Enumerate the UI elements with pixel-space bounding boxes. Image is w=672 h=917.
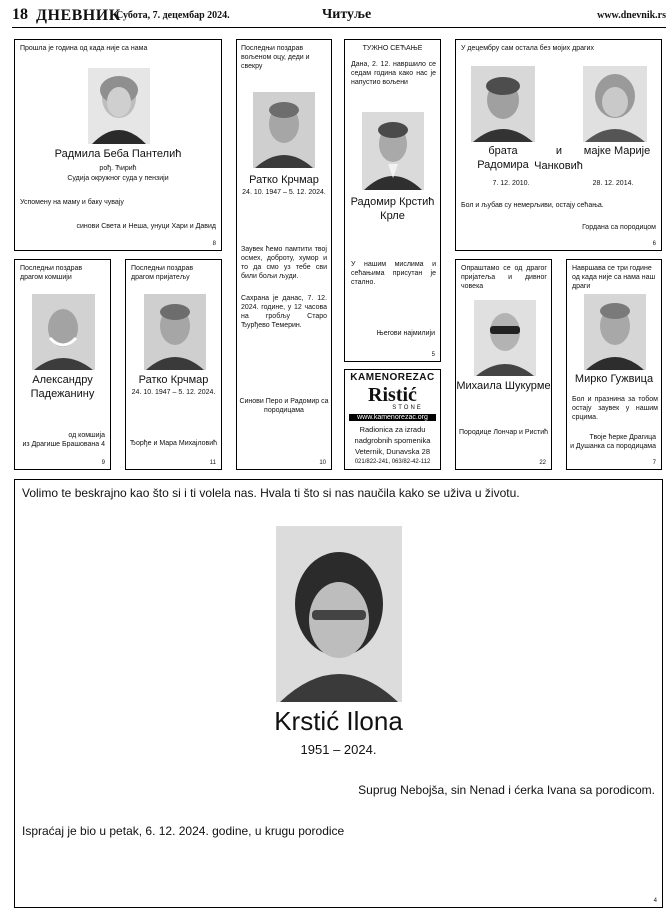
life-dates: 24. 10. 1947 – 5. 12. 2024. [242, 189, 326, 196]
page-number: 18 [12, 6, 28, 23]
brother-name: брата Радомира [477, 145, 529, 171]
deceased-name: Радмила Беба Пантелић [54, 148, 182, 160]
notice-intro: У децембру сам остала без мојих драгих [461, 45, 594, 52]
notice-body: Бол и љубав су немерљиви, остају сећања. [461, 202, 604, 209]
portrait-photo [276, 526, 402, 702]
notice-intro: Последњи поздрав вољеном оцу, деди и свекру [241, 45, 310, 71]
stonemason-ad[interactable] [344, 369, 441, 470]
ad-brand-tagline: STONE [392, 405, 423, 411]
notice-number: 4 [653, 898, 657, 904]
notice-signature-line1: Твоје ћерке Драгица [589, 434, 656, 441]
notice-number: 8 [212, 241, 216, 247]
obituary-ratko-friends [125, 259, 222, 470]
obituary-mirko [566, 259, 662, 470]
notice-number: 6 [652, 241, 656, 247]
notice-intro: Опраштамо се од драгог пријатеља и дивног човека [461, 265, 547, 291]
obituary-aleksandar [14, 259, 111, 470]
notice-body: Бол и празнина за тобом остају заувек у нашим срцима. [572, 396, 658, 422]
deceased-name: Ратко Крчмар [249, 174, 319, 186]
notice-number: 7 [652, 460, 656, 466]
notice-number: 22 [539, 460, 546, 466]
notice-number: 11 [209, 460, 216, 466]
obituary-mihaila [455, 259, 552, 470]
portrait-photo-brother [471, 66, 535, 142]
deceased-name: Ратко Крчмар [138, 374, 209, 386]
newspaper-logo: ДНЕВНИК [36, 7, 121, 24]
notice-intro: Volimo te beskrajno kao što si i ti volela nas. Hvala ti što si nas naučila kako se uživa u životu. [22, 486, 520, 500]
section-title: Читуље [322, 7, 372, 22]
deceased-name: Михаила Шукурме [456, 380, 551, 392]
maiden-name: рођ. Ћирић [99, 165, 137, 172]
notice-number: 9 [101, 460, 105, 466]
obituary-ratko-family [236, 39, 332, 470]
funeral-info: Ispraćaj je bio u petak, 6. 12. 2024. godine, u krugu porodice [22, 824, 345, 838]
notice-signature: Породице Лончар и Ристић [459, 429, 548, 436]
obituary-radomir-krstic [344, 39, 441, 362]
mother-name: мајке Марије [583, 145, 651, 157]
ad-website[interactable]: www.kamenorezac.org [349, 414, 436, 421]
notice-signature: Његови најмилији [376, 330, 435, 337]
obituary-cankovic [455, 39, 662, 251]
notice-signature-line2: из Драгише Брашована 4 [22, 441, 105, 448]
notice-signature: Ђорђе и Мара Михајловић [129, 440, 218, 447]
occupation: Судија окружног суда у пензији [67, 175, 169, 182]
portrait-photo [88, 68, 150, 144]
ad-line: nadgrobnih spomenika [354, 436, 431, 445]
portrait-photo [144, 294, 206, 370]
portrait-photo [32, 294, 95, 370]
funeral-info: Сахрана је данас, 7. 12. 2024. године, у 12 часова на гробљу Старо Ђурђево Темерин. [241, 295, 327, 330]
mother-death-date: 28. 12. 2014. [592, 180, 634, 187]
notice-signature: Suprug Nebojša, sin Nenad i ćerka Ivana sa porodicom. [358, 783, 655, 797]
notice-body: Заувек ћемо памтити твој осмех, доброту, хумор и то да смо уз тебе сви били бољи људи. [241, 246, 327, 281]
family-surname: Чанковић [534, 160, 583, 172]
ad-phone: 021/822-241, 063/82-42-112 [354, 459, 431, 465]
ad-address: Veternik, Dunavska 28 [354, 447, 431, 456]
notice-signature-line1: од комшија [68, 432, 105, 439]
deceased-name: Мирко Гужвица [574, 373, 654, 385]
obituary-radmila [14, 39, 222, 251]
notice-intro: Дана, 2. 12. навршило се седам година како нас је напустио вољени [351, 61, 436, 87]
deceased-name: Радомир Крстић Крле [350, 196, 435, 222]
notice-number: 10 [319, 460, 326, 466]
brother-death-date: 7. 12. 2010. [492, 180, 530, 187]
portrait-photo [253, 92, 315, 168]
notice-intro: Последњи поздрав драгом пријатељу [131, 265, 194, 282]
portrait-photo [362, 112, 424, 190]
portrait-photo [474, 300, 536, 376]
deceased-name: Krstić Ilona [274, 706, 403, 736]
ad-company-label: KAMENOREZAC [350, 372, 435, 383]
notice-heading: ТУЖНО СЕЋАЊЕ [362, 45, 423, 52]
notice-number: 5 [431, 352, 435, 358]
website-link[interactable]: www.dnevnik.rs [597, 10, 666, 21]
notice-intro: Последњи поздрав драгом комшији [20, 265, 83, 282]
notice-signature: Синови Перо и Радомир са породицама [239, 398, 329, 415]
ad-brand-logo: Ristić [368, 384, 417, 406]
conjunction: и [555, 145, 563, 157]
notice-signature-line2: и Душанка са породицама [570, 443, 656, 450]
notice-signature: Гордана са породицом [582, 224, 656, 231]
notice-body: У нашим мислима и сећањима присутан је стално. [351, 261, 436, 287]
portrait-photo-mother [583, 66, 647, 142]
ad-line: Radionica za izradu [359, 425, 426, 434]
deceased-name: Александру Падежанину [30, 374, 95, 400]
portrait-photo [584, 294, 646, 370]
life-dates: 1951 – 2024. [300, 742, 377, 757]
obituary-krstic-ilona [14, 479, 663, 908]
life-dates: 24. 10. 1947 – 5. 12. 2024. [131, 389, 216, 396]
notice-intro: Навршава се три године од када није са нама наш драги [572, 265, 656, 291]
issue-date: Субота, 7. децембар 2024. [116, 10, 230, 21]
notice-intro: Прошла је година од када није са нама [20, 45, 148, 52]
notice-signature: синови Света и Неша, унуци Хари и Давид [76, 223, 216, 230]
notice-body: Успомену на маму и баку чувају [20, 199, 124, 206]
page-header [12, 6, 666, 28]
